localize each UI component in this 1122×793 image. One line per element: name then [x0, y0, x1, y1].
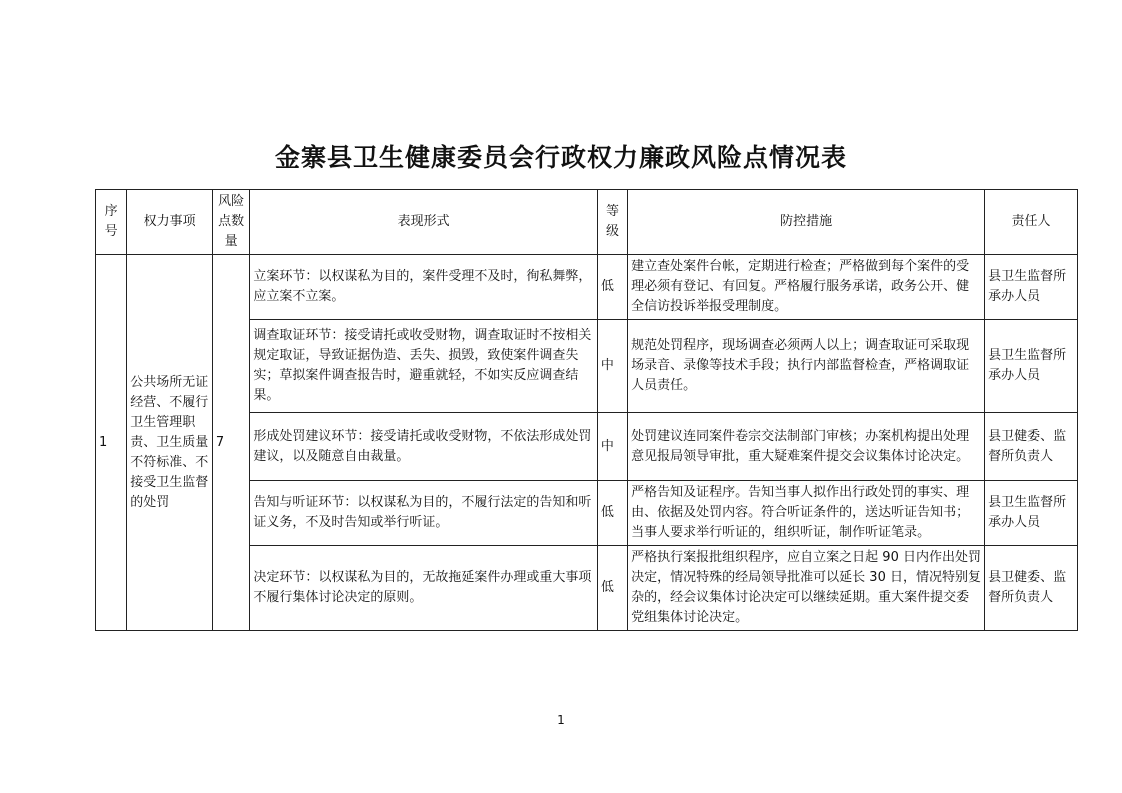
- row-form: 决定环节：以权谋私为目的，无故拖延案件办理或重大事项不履行集体讨论决定的原则。: [250, 546, 598, 631]
- row-measures: 建立查处案件台帐，定期进行检查；严格做到每个案件的受理必须有登记、有回复。严格履行服务承诺，政务公开、健全信访投诉举报受理制度。: [628, 255, 985, 320]
- row-responsible: 县卫健委、监督所负责人: [985, 546, 1078, 631]
- group-count: 7: [212, 255, 250, 631]
- row-measures: 处罚建议连同案件卷宗交法制部门审核；办案机构提出处理意见报局领导审批，重大疑难案件提交会议集体讨论决定。: [628, 413, 985, 481]
- row-level: 中: [597, 413, 627, 481]
- table-row: [96, 255, 1078, 320]
- row-measures: 规范处罚程序，现场调查必须两人以上；调查取证可采取现场录音、录像等技术手段；执行内部监督检查，严格调取证人员责任。: [628, 320, 985, 413]
- row-form: 立案环节：以权谋私为目的，案件受理不及时，徇私舞弊，应立案不立案。: [250, 255, 598, 320]
- row-measures: 严格告知及证程序。告知当事人拟作出行政处罚的事实、理由、依据及处罚内容。符合听证条件的，送达听证告知书；当事人要求举行听证的，组织听证，制作听证笔录。: [628, 481, 985, 546]
- header-responsible: 责任人: [985, 190, 1078, 255]
- header-item: 权力事项: [127, 190, 213, 255]
- page-title: 金寨县卫生健康委员会行政权力廉政风险点情况表: [274, 143, 847, 172]
- header-form: 表现形式: [250, 190, 598, 255]
- header-count: 风险点数量: [212, 190, 250, 255]
- row-responsible: 县卫健委、监督所负责人: [985, 413, 1078, 481]
- row-measures: 严格执行案报批组织程序，应自立案之日起 90 日内作出处罚决定，情况特殊的经局领导批准可以延长 30 日，情况特别复杂的，经会议集体讨论决定可以继续延期。重大案件提交委党组集体讨论决定。: [628, 546, 985, 631]
- row-level: 低: [597, 481, 627, 546]
- page-number: 1: [557, 713, 565, 727]
- row-form: 告知与听证环节：以权谋私为目的，不履行法定的告知和听证义务，不及时告知或举行听证。: [250, 481, 598, 546]
- row-level: 中: [597, 320, 627, 413]
- header-level: 等级: [597, 190, 627, 255]
- row-form: 调查取证环节：接受请托或收受财物，调查取证时不按相关规定取证，导致证据伪造、丢失、损毁，致使案件调查失实；草拟案件调查报告时，避重就轻，不如实反应调查结果。: [250, 320, 598, 413]
- row-responsible: 县卫生监督所承办人员: [985, 481, 1078, 546]
- table-header-row: [96, 190, 1078, 255]
- row-level: 低: [597, 546, 627, 631]
- row-responsible: 县卫生监督所承办人员: [985, 320, 1078, 413]
- risk-table: [95, 189, 1078, 631]
- header-measures: 防控措施: [628, 190, 985, 255]
- row-level: 低: [597, 255, 627, 320]
- row-form: 形成处罚建议环节：接受请托或收受财物，不依法形成处罚建议，以及随意自由裁量。: [250, 413, 598, 481]
- header-seq: 序号: [96, 190, 127, 255]
- row-responsible: 县卫生监督所承办人员: [985, 255, 1078, 320]
- group-item: 公共场所无证经营、不履行卫生管理职责、卫生质量不符标准、不接受卫生监督的处罚: [127, 255, 213, 631]
- group-seq: 1: [96, 255, 127, 631]
